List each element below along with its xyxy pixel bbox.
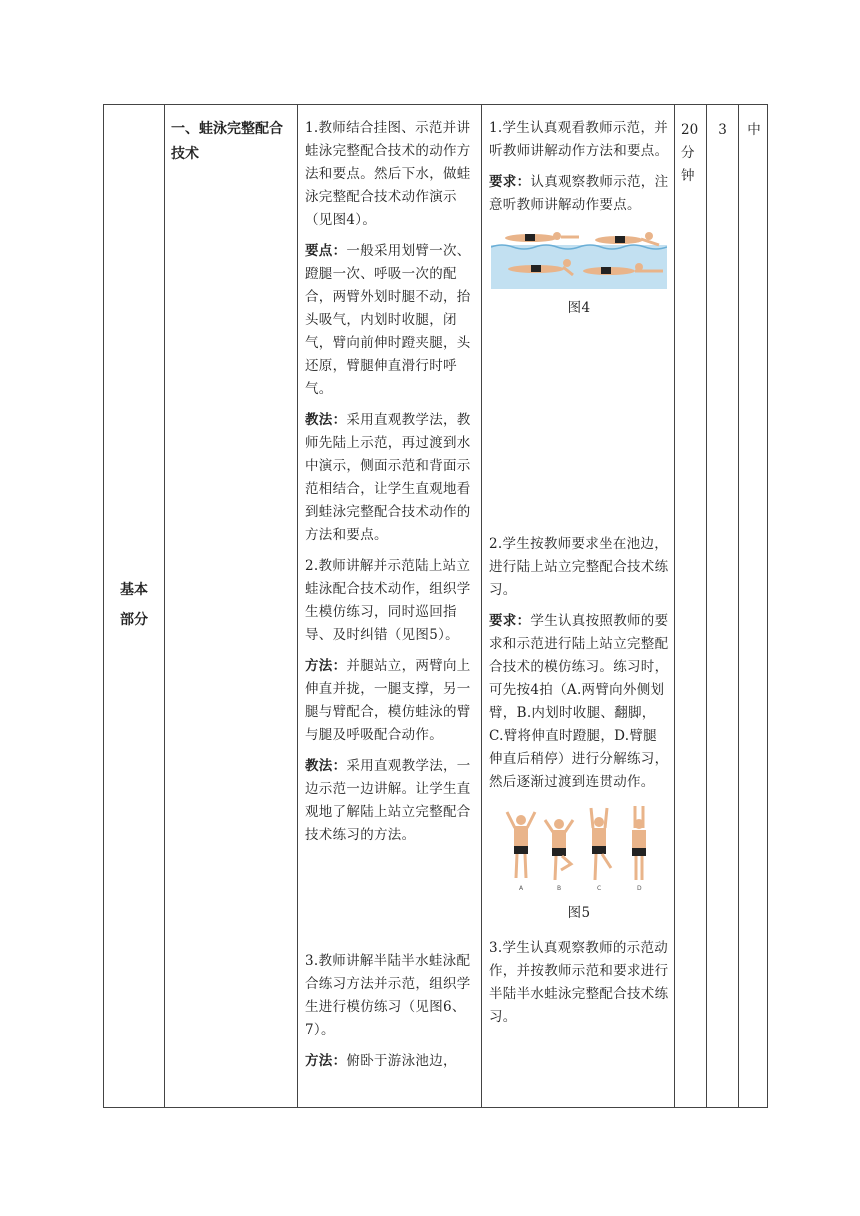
teacher-key-points: 要点：一般采用划臂一次、蹬腿一次、呼吸一次的配合，两臂外划时腿不动，抬头吸气，内划时收腿，闭气，臂向前伸时蹬夹腿，头还原，臂腿伸直滑行时呼气。 [305,243,471,397]
intensity-cell [739,105,769,1107]
column-divider [481,105,482,1107]
figure-5-letter-d: D [637,885,642,892]
count-cell [707,105,738,1107]
column-divider [164,105,165,1107]
topic-title: 一、蛙泳完整配合技术 [171,121,283,162]
section-label-line1: 基本 [120,582,148,598]
figure-5-caption: 图5 [567,905,591,921]
figure-4-swimmers-illustration [491,225,667,289]
teacher-step-2: 2.教师讲解并示范陆上站立蛙泳配合技术动作，组织学生模仿练习，同时巡回指导、及时纠错（见图5）。 [305,558,471,643]
student-step-1: 1.学生认真观看教师示范，并听教师讲解动作方法和要点。 [489,120,669,159]
teacher-activities-cont [305,950,477,1107]
figure-5-pose-c [591,808,611,880]
teacher-method-1: 教法：采用直观教学法，教师先陆上示范，再过渡到水中演示，侧面示范和背面示范相结合，让学生直观地看到蛙泳完整配合技术动作的方法和要点。 [305,412,471,543]
intensity-value: 中 [747,122,761,138]
teacher-method-3: 方法：俯卧于游泳池边， [305,1053,457,1069]
section-label-line2: 部分 [120,612,148,628]
student-step-3: 3.学生认真观察教师的示范动作，并按教师示范和要求进行半陆半水蛙泳完整配合技术练习。 [489,940,669,1025]
teacher-method-detail: 方法：并腿站立，两臂向上伸直并拢，一腿支撑，另一腿与臂配合，模仿蛙泳的臂与腿及呼吸配合动作。 [305,658,471,743]
figure-5-land-practice-illustration [499,802,659,894]
figure-4-caption: 图4 [567,300,591,316]
topic-cell [171,117,295,1107]
figure-5-letter-a: A [519,885,524,892]
teacher-step-1: 1.教师结合挂图、示范并讲蛙泳完整配合技术的动作方法和要点。然后下水，做蛙泳完整配合技术动作演示（见图4）。 [305,120,471,228]
figure-5-pose-d [632,806,646,880]
time-cell [675,105,706,1107]
column-divider [297,105,298,1107]
teacher-method-2: 教法：采用直观教学法，一边示范一边讲解。让学生直观地了解陆上站立完整配合技术练习的方法。 [305,758,471,843]
figure-5-pose-b [545,819,573,880]
section-label [104,575,164,635]
figure-5-pose-a [507,812,535,878]
student-step-2: 2.学生按教师要求坐在池边，进行陆上站立完整配合技术练习。 [489,536,669,598]
lesson-table [103,104,768,1108]
time-value: 20分钟 [681,122,699,184]
figure-5-letter-b: B [557,885,562,892]
student-requirement-1: 要求：认真观察教师示范，注意听教师讲解动作要点。 [489,174,669,213]
figure-5-letter-c: C [597,885,602,892]
student-requirement-2: 要求：学生认真按照教师的要求和示范进行陆上站立完整配合技术的模仿练习。练习时，可先按4拍（A.两臂向外侧划臂，B.内划时收腿、翻脚，C.臂将伸直时蹬腿，D.臂腿伸直后稍停）进行分解练习，然后逐渐过渡到连贯动作。 [489,613,669,790]
student-activities-2 [489,533,669,1107]
teacher-step-3: 3.教师讲解半陆半水蛙泳配合练习方法并示范，组织学生进行模仿练习（见图6、7）。 [305,953,471,1038]
count-value: 3 [718,122,727,138]
